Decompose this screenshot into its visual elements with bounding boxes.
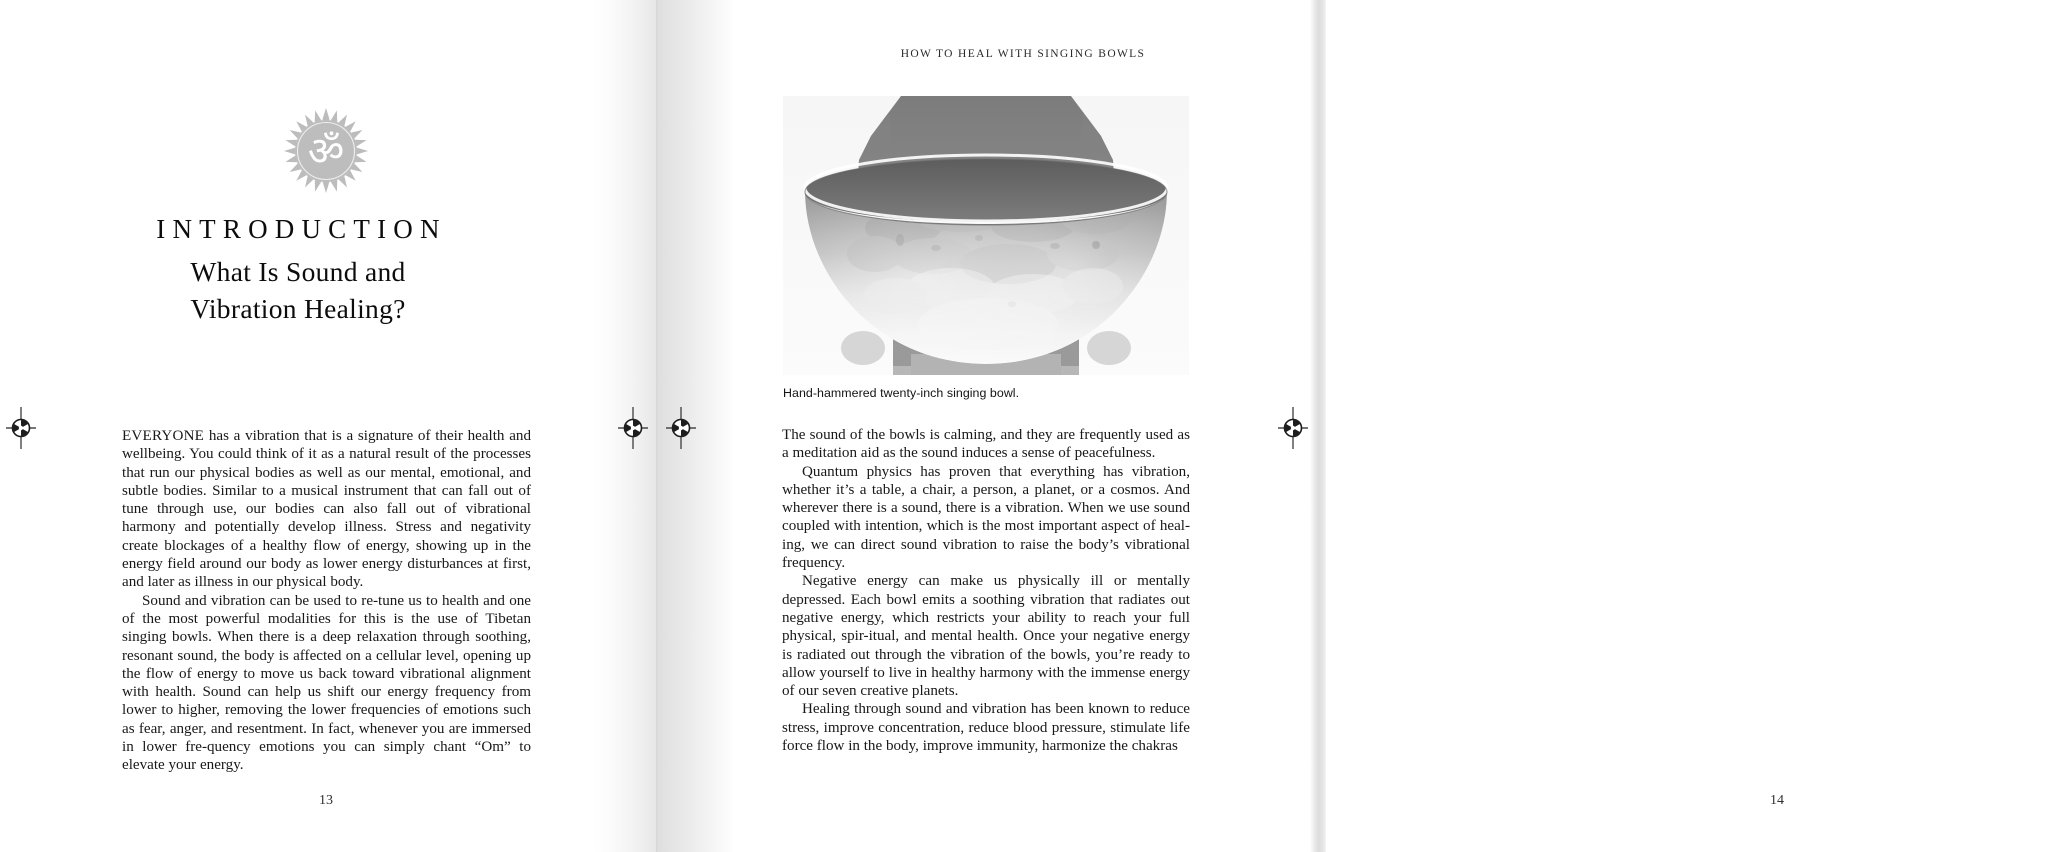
registration-mark-gutter-right xyxy=(666,407,696,449)
om-symbol-ornament xyxy=(281,106,371,196)
registration-mark-right-edge xyxy=(1278,407,1308,449)
spine-fold-line xyxy=(656,0,658,852)
photo-caption: Hand-hammered twenty-inch singing bowl. xyxy=(783,386,1020,400)
registration-mark-gutter-left xyxy=(618,407,648,449)
running-head: HOW TO HEAL WITH SINGING BOWLS xyxy=(900,48,1146,60)
chapter-title-line-1: What Is Sound and xyxy=(190,256,406,287)
registration-mark-left-edge xyxy=(6,407,36,449)
paragraph xyxy=(782,572,1190,700)
paragraph xyxy=(782,463,1190,573)
paragraph-text: Healing through sound and vibration has been known to reduce stress, improve concentration, reduce blood pressure, stimulate life force flow in the body, improve immunity, harmonize the chakras xyxy=(782,701,1190,755)
page-number-right: 14 xyxy=(1770,793,1784,808)
paragraph-text: Negative energy can make us physically ill or mentally depressed. Each bowl emits a soothing vibration that radiates out negative energy, which restricts your ability to reach your full physical, spir-itual, and mental health. Once your negative energy is radiated out through the vibration of the bowls, you’re ready to allow yourself to live in healthy harmony with the immense energy of our seven creative planets. xyxy=(782,573,1190,700)
left-page xyxy=(0,0,596,852)
chapter-label: INTRODUCTION xyxy=(156,214,447,244)
paragraph-text: Quantum physics has proven that everything has vibration, whether it’s a table, a chair, a person, a planet, or a cosmos. And wherever there is a sound, there is a vibration. When we use sound coupled with intention, which is the most important aspect of heal-ing, we can direct sound vibration to raise the body’s vibrational frequency. xyxy=(782,463,1190,572)
chapter-heading xyxy=(0,216,596,327)
chapter-title-line-2: Vibration Healing? xyxy=(190,293,406,325)
paragraph xyxy=(782,426,1190,463)
paragraph xyxy=(122,427,531,592)
paragraph-text: The sound of the bowls is calming, and they are frequently used as a meditation aid as the sound induces a sense of peacefulness. xyxy=(782,427,1190,462)
paragraph xyxy=(782,700,1190,755)
left-page-body-text xyxy=(122,427,531,775)
page-number-left: 13 xyxy=(319,793,333,808)
paragraph-lead-in: EVERYONE xyxy=(122,428,205,444)
page-edge-shading xyxy=(1310,0,1326,852)
paragraph xyxy=(122,592,531,775)
paragraph-text: Sound and vibration can be used to re-tune us to health and one of the most powerful modalities for this is the use of Tibetan singing bowls. When there is a deep relaxation through soothing, resonant sound, the body is affected on a cellular level, opening up the flow of energy to move us back toward vibrational alignment with health. Sound can help us shift our energy frequency from lower to higher, removing the lower frequencies of emotions such as fear, anger, and resentment. In fact, whenever you are immersed in lower fre-quency emotions you can simply chant “Om” to elevate your energy. xyxy=(122,592,531,774)
chapter-title xyxy=(0,253,596,327)
singing-bowl-photograph xyxy=(783,96,1189,375)
svg-text:ॐ: ॐ xyxy=(307,129,345,175)
paragraph-text: has a vibration that is a signature of their health and wellbeing. You could think of it as a natural result of the processes that run our physical bodies as well as our mental, emotional, and subtle bodies. Similar to a musical instrument that can fall out of tune through use, our bodies can also fall out of vibrational harmony and potentially develop illness. Stress and negativity create blockages of a healthy flow of energy, showing up in the energy field around our body as lower energy disturbances at first, and later as illness in our physical body. xyxy=(122,428,531,591)
right-page-body-text xyxy=(782,426,1190,755)
